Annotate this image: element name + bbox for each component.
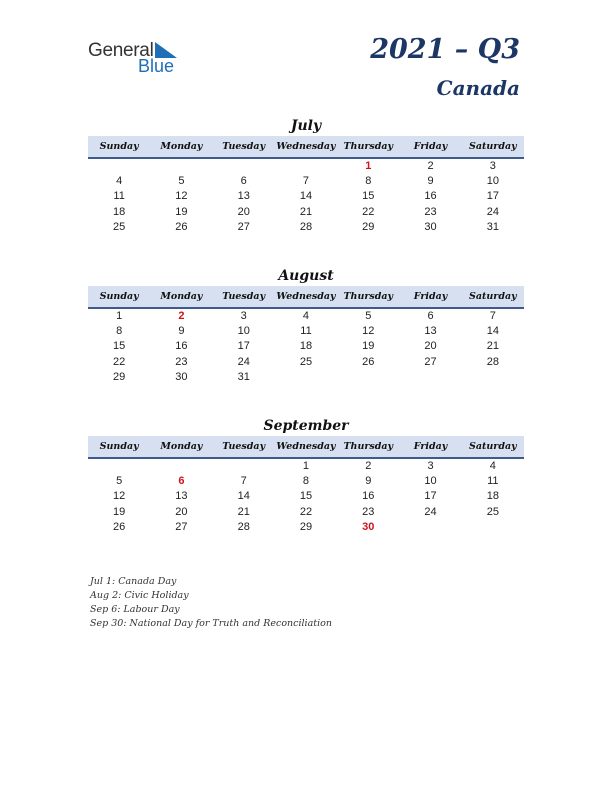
day-cell: 5: [116, 475, 123, 488]
day-cell: 25: [113, 220, 126, 233]
day-cell: 31: [486, 220, 499, 233]
day-cell: 22: [299, 505, 313, 518]
day-cell: 10: [237, 325, 250, 338]
day-cell: 20: [424, 340, 437, 353]
day-cell: 14: [237, 490, 250, 503]
week-row: [88, 459, 524, 474]
day-cell: 18: [113, 205, 126, 218]
day-cell: 18: [486, 490, 499, 503]
logo-word-blue: Blue: [138, 56, 175, 76]
month-grid: [88, 309, 524, 385]
day-cell: 26: [362, 355, 375, 368]
week-row: [88, 489, 524, 504]
day-cell: 9: [427, 175, 434, 188]
holiday-day-cell: 6: [178, 475, 185, 488]
month-grid: [88, 159, 524, 235]
day-cell: 29: [299, 520, 313, 533]
empty-day-cell: [150, 159, 212, 174]
weekday-label: Monday: [160, 141, 203, 152]
weekday-label: Friday: [413, 141, 448, 152]
day-cell: 4: [489, 460, 496, 472]
day-cell: 18: [299, 340, 313, 353]
day-cell: 9: [365, 475, 372, 488]
week-row: [88, 324, 524, 339]
day-cell: 6: [240, 175, 247, 188]
day-cell: 23: [424, 205, 437, 218]
day-cell: 19: [113, 505, 126, 518]
empty-day-cell: [399, 370, 461, 385]
day-cell: 29: [113, 370, 126, 383]
day-cell: 14: [299, 190, 313, 203]
empty-day-cell: [275, 370, 337, 385]
holiday-day-cell: 30: [362, 520, 375, 533]
day-cell: 8: [116, 325, 123, 338]
weekday-label: Friday: [413, 291, 448, 302]
weekday-label: Wednesday: [276, 441, 336, 452]
weekday-header: [88, 136, 524, 159]
day-cell: 8: [365, 175, 372, 188]
weekday-label: Sunday: [99, 141, 139, 152]
day-cell: 4: [302, 310, 310, 322]
holiday-day-cell: 1: [365, 160, 372, 172]
day-cell: 25: [486, 505, 499, 518]
weekday-label: Friday: [413, 441, 448, 452]
day-cell: 3: [240, 310, 247, 322]
week-row: [88, 520, 524, 535]
empty-day-cell: [88, 459, 150, 474]
holiday-note: Sep 6: Labour Day: [90, 604, 180, 615]
weekday-label: Saturday: [469, 291, 517, 302]
generalblue-logo: [88, 40, 188, 76]
empty-day-cell: [399, 520, 461, 535]
holiday-note: Jul 1: Canada Day: [90, 576, 177, 587]
weekday-label: Tuesday: [222, 291, 266, 302]
week-row: [88, 339, 524, 354]
day-cell: 29: [362, 220, 375, 233]
day-cell: 21: [237, 505, 250, 518]
day-cell: 17: [237, 340, 250, 353]
day-cell: 19: [362, 340, 375, 353]
holiday-day-cell: 2: [178, 310, 185, 322]
day-cell: 9: [178, 325, 185, 338]
week-row: [88, 220, 524, 235]
day-cell: 12: [113, 490, 126, 503]
day-cell: 11: [487, 475, 499, 488]
day-cell: 22: [362, 205, 375, 218]
weekday-label: Saturday: [469, 141, 517, 152]
day-cell: 20: [175, 505, 188, 518]
week-row: [88, 205, 524, 220]
day-cell: 20: [237, 205, 250, 218]
day-cell: 15: [362, 190, 375, 203]
week-row: [88, 309, 524, 324]
day-cell: 21: [486, 340, 499, 353]
weekday-label: Monday: [160, 291, 203, 302]
week-row: [88, 355, 524, 370]
day-cell: 11: [113, 190, 125, 203]
day-cell: 10: [424, 475, 437, 488]
day-cell: 26: [175, 220, 188, 233]
empty-day-cell: [337, 370, 399, 385]
day-cell: 5: [178, 175, 185, 188]
day-cell: 28: [299, 220, 313, 233]
weekday-label: Wednesday: [276, 291, 336, 302]
day-cell: 28: [486, 355, 499, 368]
month-grid: [88, 459, 524, 535]
month-august: [88, 266, 524, 385]
weekday-header: [88, 286, 524, 309]
holiday-note: Aug 2: Civic Holiday: [90, 590, 189, 601]
day-cell: 1: [302, 460, 310, 472]
day-cell: 7: [302, 175, 310, 188]
logo-word-general: General: [88, 40, 154, 61]
day-cell: 3: [489, 160, 496, 172]
weekday-label: Thursday: [343, 141, 394, 152]
day-cell: 17: [486, 190, 499, 203]
day-cell: 7: [489, 310, 496, 322]
day-cell: 31: [237, 370, 250, 383]
day-cell: 16: [362, 490, 375, 503]
day-cell: 23: [175, 355, 188, 368]
holiday-note: Sep 30: National Day for Truth and Reconciliation: [90, 618, 332, 629]
day-cell: 30: [424, 220, 437, 233]
weekday-label: Monday: [160, 441, 203, 452]
holiday-notes: [90, 575, 332, 631]
day-cell: 16: [175, 340, 188, 353]
day-cell: 15: [299, 490, 313, 503]
weekday-label: Saturday: [469, 441, 517, 452]
month-title: July: [290, 118, 322, 134]
day-cell: 28: [237, 520, 250, 533]
day-cell: 12: [175, 190, 188, 203]
weekday-label: Sunday: [99, 291, 139, 302]
weekday-header: [88, 436, 524, 459]
day-cell: 17: [424, 490, 437, 503]
month-title: August: [278, 268, 334, 284]
empty-day-cell: [462, 520, 524, 535]
day-cell: 30: [175, 370, 188, 383]
day-cell: 25: [299, 355, 313, 368]
day-cell: 4: [116, 175, 123, 188]
weekday-label: Sunday: [99, 441, 139, 452]
week-row: [88, 370, 524, 385]
empty-day-cell: [213, 159, 275, 174]
day-cell: 1: [116, 310, 123, 322]
day-cell: 5: [365, 310, 372, 322]
empty-day-cell: [88, 159, 150, 174]
day-cell: 24: [486, 205, 499, 218]
weekday-label: Tuesday: [222, 141, 266, 152]
day-cell: 21: [299, 205, 313, 218]
day-cell: 23: [362, 505, 375, 518]
empty-day-cell: [275, 159, 337, 174]
country-name: Canada: [436, 76, 520, 100]
day-cell: 24: [424, 505, 437, 518]
day-cell: 26: [113, 520, 126, 533]
empty-day-cell: [462, 370, 524, 385]
page-title: 2021 – Q3: [370, 34, 520, 65]
day-cell: 6: [427, 310, 434, 322]
weekday-label: Thursday: [343, 441, 394, 452]
day-cell: 27: [237, 220, 250, 233]
day-cell: 8: [302, 475, 310, 488]
day-cell: 11: [300, 325, 312, 338]
day-cell: 16: [424, 190, 437, 203]
week-row: [88, 159, 524, 174]
month-july: [88, 116, 524, 235]
day-cell: 19: [175, 205, 188, 218]
weekday-label: Thursday: [343, 291, 394, 302]
day-cell: 27: [175, 520, 188, 533]
day-cell: 12: [362, 325, 375, 338]
month-title: September: [263, 418, 349, 434]
day-cell: 15: [113, 340, 126, 353]
week-row: [88, 189, 524, 204]
day-cell: 13: [175, 490, 188, 503]
empty-day-cell: [213, 459, 275, 474]
week-row: [88, 505, 524, 520]
day-cell: 27: [424, 355, 437, 368]
day-cell: 10: [486, 175, 499, 188]
weekday-label: Wednesday: [276, 141, 336, 152]
weekday-label: Tuesday: [222, 441, 266, 452]
day-cell: 2: [365, 460, 372, 472]
week-row: [88, 474, 524, 489]
day-cell: 22: [113, 355, 126, 368]
day-cell: 13: [424, 325, 437, 338]
day-cell: 24: [237, 355, 250, 368]
day-cell: 7: [240, 475, 247, 488]
day-cell: 2: [427, 160, 434, 172]
empty-day-cell: [150, 459, 212, 474]
week-row: [88, 174, 524, 189]
month-september: [88, 416, 524, 535]
day-cell: 14: [486, 325, 499, 338]
day-cell: 13: [237, 190, 250, 203]
day-cell: 3: [427, 460, 434, 472]
